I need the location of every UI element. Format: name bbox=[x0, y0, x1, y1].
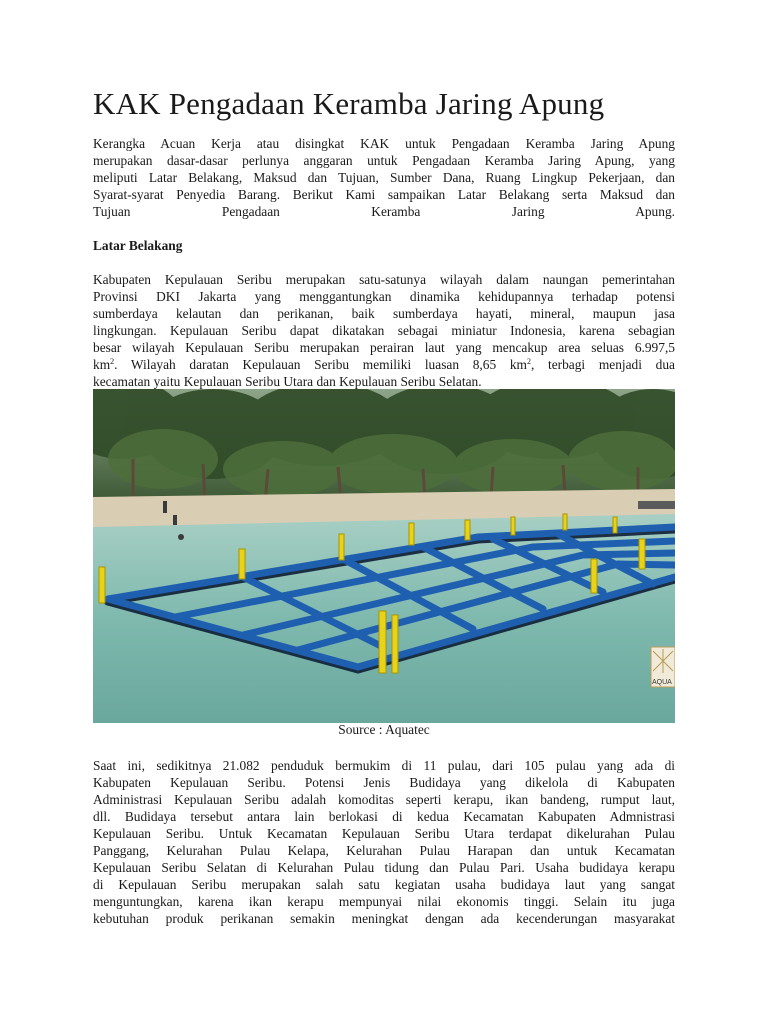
population-paragraph bbox=[93, 757, 675, 927]
page-title: KAK Pengadaan Keramba Jaring Apung bbox=[93, 86, 605, 121]
text-line: Panggang, Kelurahan Pulau Kelapa, Kelurahan Pulau Harapan dan untuk Kecamatan bbox=[93, 843, 675, 858]
text-line: sumberdaya kelautan dan perikanan, baik sumberdaya hayati, mineral, maupun jasa bbox=[93, 306, 675, 321]
text-line: Kabupaten Kepulauan Seribu. Potensi Jenis Budidaya yang dikelola di Kabupaten bbox=[93, 775, 675, 790]
text-line: Syarat-syarat Penyedia Barang. Berikut Kami sampaikan Latar Belakang serta Maksud dan bbox=[93, 187, 675, 202]
text-line: dll. Budidaya tersebut antara lain berlokasi di kedua Kecamatan Kabupaten Admnistrasi bbox=[93, 809, 675, 824]
text-line: menguntungkan, karena ikan kerapu mempunyai nilai ekonomis tinggi. Selain itu juga bbox=[93, 894, 675, 909]
text-line: besar wilayah Kepulauan Seribu merupakan perairan laut yang mencakup area seluas 6.997,5 bbox=[93, 340, 675, 355]
text-line-with-superscript: $km^2$. Wilayah daratan Kepulauan Seribu memiliki luasan 8,65 $km^2$, terbagi menjadi dua bbox=[93, 357, 675, 372]
text-line: di Kepulauan Seribu merupakan salah satu kegiatan usaha budidaya laut yang sangat bbox=[93, 877, 675, 892]
text-line: lingkungan. Kepulauan Seribu dapat dikatakan sebagai miniatur Indonesia, karena sebagian bbox=[93, 323, 675, 338]
text-line: kebutuhan produk perikanan semakin meningkat dengan ada kecenderungan masyarakat bbox=[93, 911, 675, 926]
intro-paragraph bbox=[93, 135, 675, 220]
text-line: meliputi Latar Belakang, Maksud dan Tujuan, Sumber Dana, Ruang Lingkup Pekerjaan, dan bbox=[93, 170, 675, 185]
logo-text: AQUA bbox=[652, 679, 672, 686]
text-line: Saat ini, sedikitnya 21.082 penduduk bermukim di 11 pulau, dari 105 pulau yang ada di bbox=[93, 758, 675, 773]
background-paragraph bbox=[93, 271, 675, 390]
text-line: Provinsi DKI Jakarta yang menggantungkan dinamika kehidupannya terhadap potensi bbox=[93, 289, 675, 304]
floating-net-cage-photo bbox=[93, 389, 675, 723]
text-line: Tujuan Pengadaan Keramba Jaring Apung. bbox=[93, 204, 675, 219]
text-line: merupakan dasar-dasar perlunya anggaran untuk Pengadaan Keramba Jaring Apung, yang bbox=[93, 153, 675, 168]
text-line: Kerangka Acuan Kerja atau disingkat KAK untuk Pengadaan Keramba Jaring Apung bbox=[93, 136, 675, 151]
image-caption: Source : Aquatec bbox=[338, 722, 430, 737]
text-line: kecamatan yaitu Kepulauan Seribu Utara dan Kepulauan Seribu Selatan. bbox=[93, 374, 482, 389]
text-line: Administrasi Kepulauan Seribu adalah komoditas seperti kerapu, ikan bandeng, rumput laut, bbox=[93, 792, 675, 807]
text-line: Kepulauan Seribu Selatan di Kelurahan Pulau tidung dan Pulau Pari. Usaha budidaya kerapu bbox=[93, 860, 675, 875]
text-line: Kabupaten Kepulauan Seribu merupakan satu-satunya wilayah dalam naungan pemerintahan bbox=[93, 272, 675, 287]
text-line: Kepulauan Seribu. Untuk Kecamatan Kepulauan Seribu Utara terdapat dikelurahan Pulau bbox=[93, 826, 675, 841]
section-heading: Latar Belakang bbox=[93, 238, 183, 253]
